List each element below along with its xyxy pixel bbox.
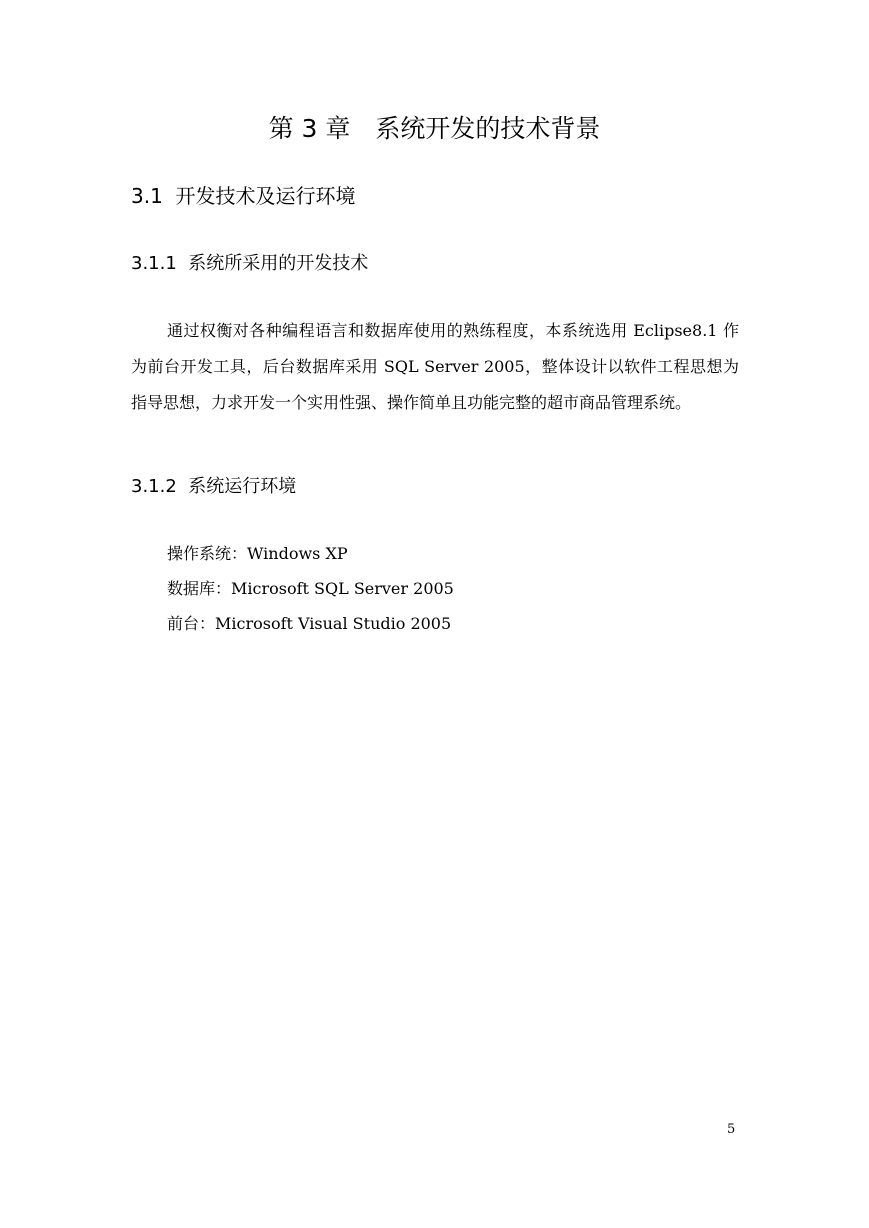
env-item-database: 数据库：Microsoft SQL Server 2005 (167, 579, 454, 598)
dev-tech-paragraph: 通过权衡对各种编程语言和数据库使用的熟练程度，本系统选用 Eclipse8.1 作为前台开发工具，后台数据库采用 SQL Server 2005，整体设计以软件工程思想为指导思想，力求开发一个实用性强、操作简单且功能完整的超市商品管理系统。 (131, 321, 739, 412)
env-item-os: 操作系统：Windows XP (167, 544, 348, 563)
subsection-heading-runtime-env: 3.1.2 系统运行环境 (131, 476, 297, 497)
page-number: 5 (727, 1122, 736, 1137)
subsection-heading-dev-tech: 3.1.1 系统所采用的开发技术 (131, 253, 369, 274)
chapter-title: 第 3 章 系统开发的技术背景 (268, 114, 601, 143)
runtime-env-list (167, 536, 454, 641)
section-heading: 3.1 开发技术及运行环境 (131, 184, 356, 208)
env-item-frontend: 前台：Microsoft Visual Studio 2005 (167, 614, 452, 633)
